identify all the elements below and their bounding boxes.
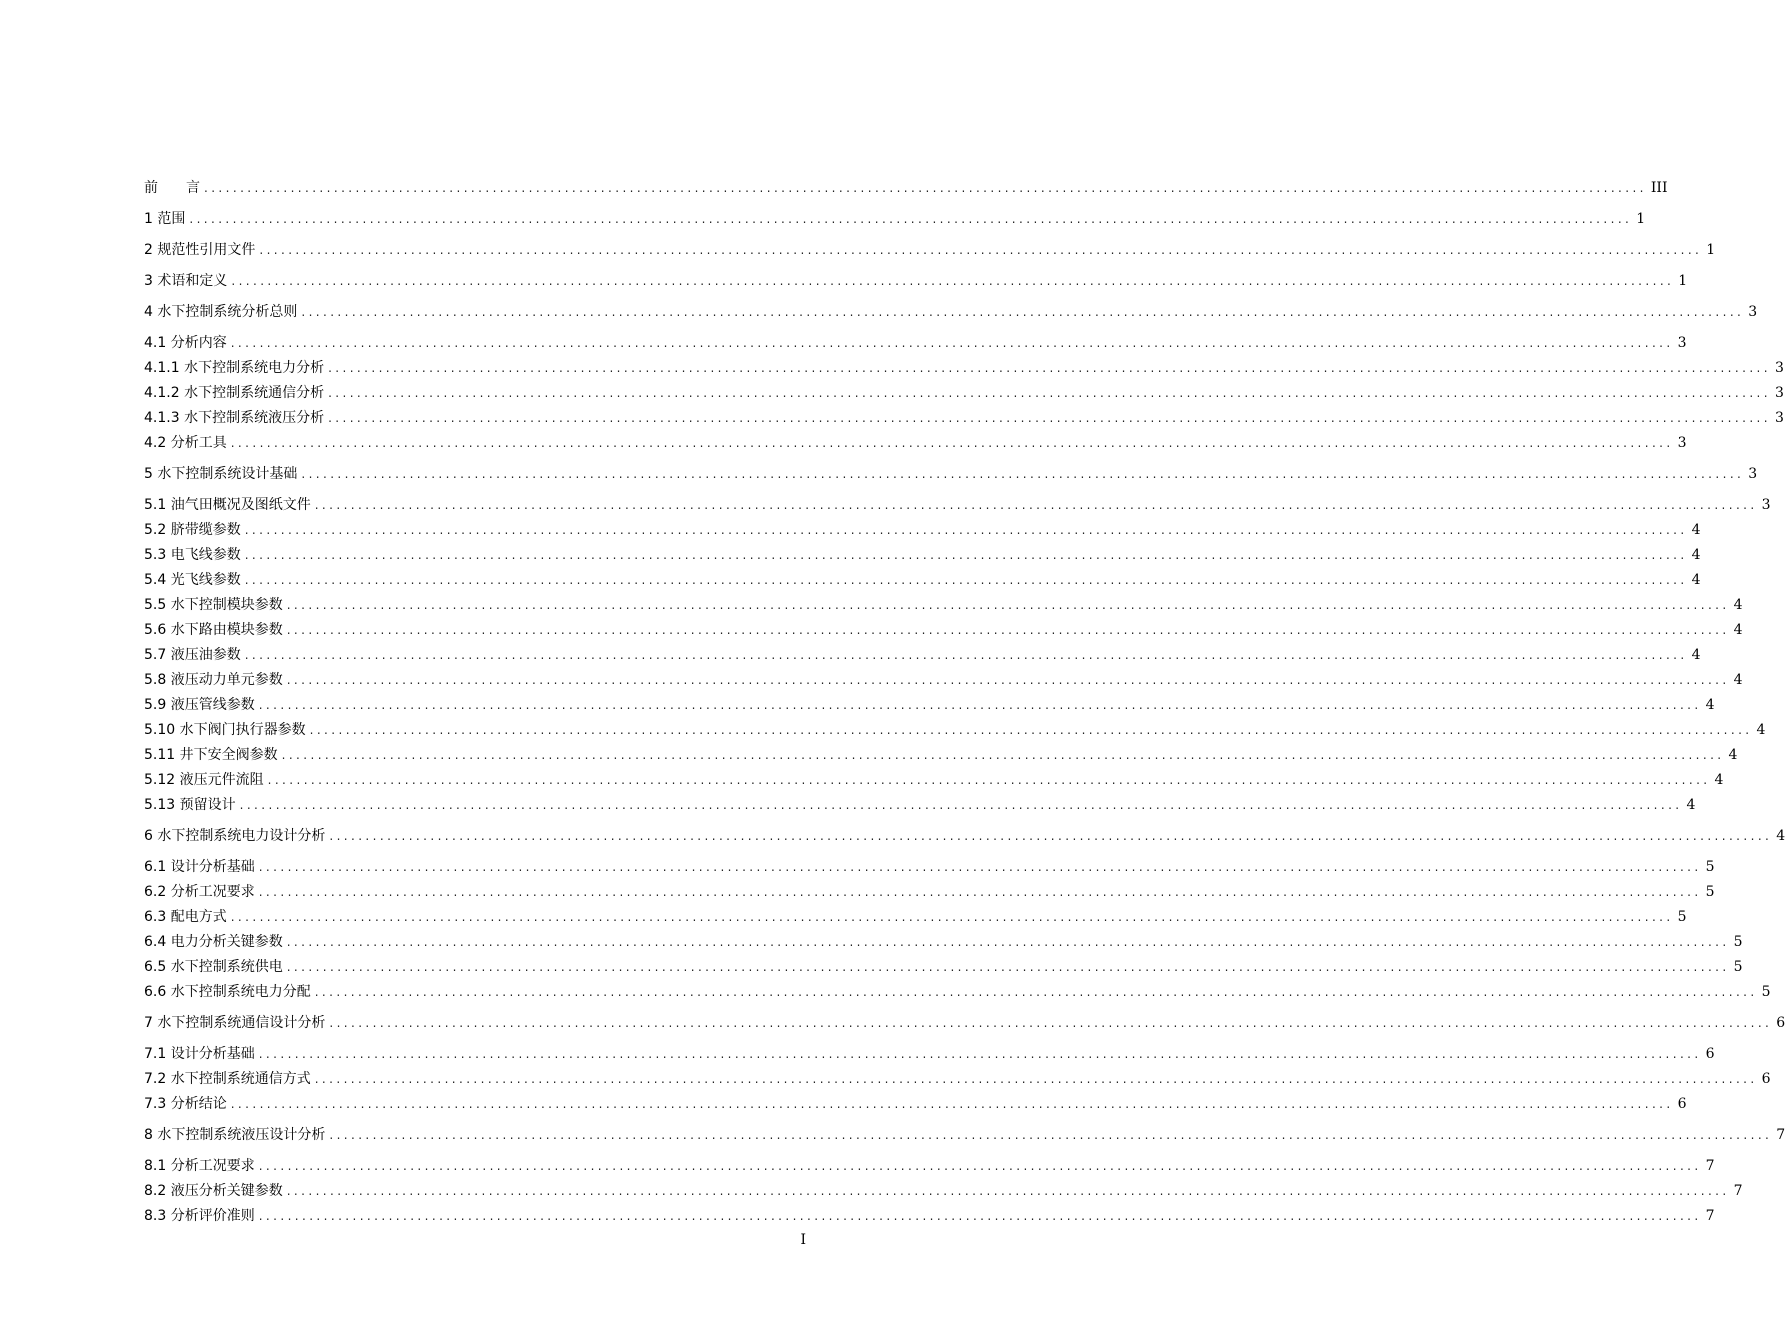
toc-dot-leader: ........................................................................................................................................................................................................ [286,960,1730,974]
toc-dot-leader: ........................................................................................................................................................................................................ [328,361,1771,375]
toc-entry-label: 5.3 电飞线参数 [144,547,241,563]
toc-entry-label: 5 水下控制系统设计基础 [144,466,298,482]
toc-entry-label: 7.1 设计分析基础 [144,1046,255,1062]
toc-dot-leader: ........................................................................................................................................................................................................ [314,498,1758,512]
toc-entry[interactable] [144,664,1743,689]
toc-dot-leader: ........................................................................................................................................................................................................ [244,523,1688,537]
toc-entry[interactable] [144,739,1738,764]
toc-dot-leader: ........................................................................................................................................................................................................ [258,1159,1702,1173]
toc-entry[interactable] [144,1063,1771,1088]
toc-entry-label: 前 言 [144,180,200,196]
toc-entry[interactable] [144,1200,1715,1225]
toc-entry-page: 1 [1706,242,1716,258]
toc-dot-leader: ........................................................................................................................................................................................................ [230,910,1674,924]
toc-entry-page: 4 [1705,697,1715,713]
toc-entry-page: 4 [1691,647,1701,663]
toc-entry-page: III [1650,180,1668,196]
toc-entry-page: 3 [1677,335,1687,351]
toc-dot-leader: ........................................................................................................................................................................................................ [258,860,1702,874]
toc-dot-leader: ........................................................................................................................................................................................................ [204,181,1647,195]
toc-entry[interactable] [144,926,1743,951]
toc-entry-page: 4 [1728,747,1738,763]
toc-entry-page: 4 [1691,547,1701,563]
toc-entry-page: 5 [1761,984,1771,1000]
toc-entry-label: 5.7 液压油参数 [144,647,241,663]
toc-entry[interactable] [144,976,1771,1001]
toc-entry[interactable] [144,1150,1715,1175]
toc-entry-label: 6.3 配电方式 [144,909,227,925]
toc-entry[interactable] [144,514,1701,539]
toc-dot-leader: ........................................................................................................................................................................................................ [301,467,1745,481]
toc-dot-leader: ........................................................................................................................................................................................................ [301,305,1745,319]
toc-entry-label: 5.13 预留设计 [144,797,236,813]
toc-entry[interactable] [144,296,1758,321]
toc-entry-page: 4 [1733,597,1743,613]
toc-entry[interactable] [144,564,1701,589]
toc-entry-label: 1 范围 [144,211,186,227]
toc-dot-leader: ........................................................................................................................................................................................................ [267,773,1711,787]
toc-entry-page: 3 [1748,466,1758,482]
toc-entry-label: 5.8 液压动力单元参数 [144,672,283,688]
toc-dot-leader: ........................................................................................................................................................................................................ [286,623,1730,637]
toc-entry-page: 4 [1756,722,1766,738]
toc-entry-page: 7 [1705,1208,1715,1224]
toc-dot-leader: ........................................................................................................................................................................................................ [244,648,1688,662]
toc-entry[interactable] [144,327,1687,352]
toc-dot-leader: ........................................................................................................................................................................................................ [244,548,1688,562]
toc-entry[interactable] [144,1088,1687,1113]
toc-dot-leader: ........................................................................................................................................................................................................ [231,274,1675,288]
toc-entry-label: 6 水下控制系统电力设计分析 [144,828,326,844]
toc-entry-label: 7.2 水下控制系统通信方式 [144,1071,311,1087]
toc-dot-leader: ........................................................................................................................................................................................................ [230,1097,1674,1111]
toc-entry[interactable] [144,789,1696,814]
toc-entry-label: 5.12 液压元件流阻 [144,772,264,788]
toc-dot-leader: ........................................................................................................................................................................................................ [258,698,1702,712]
toc-entry[interactable] [144,639,1701,664]
toc-dot-leader: ........................................................................................................................................................................................................ [244,573,1688,587]
toc-entry-page: 4 [1691,572,1701,588]
toc-entry-page: 6 [1776,1015,1785,1031]
toc-dot-leader: ........................................................................................................................................................................................................ [258,885,1702,899]
toc-entry[interactable] [144,901,1687,926]
toc-dot-leader: ........................................................................................................................................................................................................ [230,436,1674,450]
toc-dot-leader: ........................................................................................................................................................................................................ [258,1047,1702,1061]
toc-dot-leader: ........................................................................................................................................................................................................ [309,723,1753,737]
toc-entry-page: 4 [1686,797,1696,813]
toc-dot-leader: ........................................................................................................................................................................................................ [189,212,1633,226]
toc-dot-leader: ........................................................................................................................................................................................................ [259,243,1703,257]
toc-entry-label: 8.1 分析工况要求 [144,1158,255,1174]
toc-entry-page: 3 [1774,385,1784,401]
toc-entry-label: 8.3 分析评价准则 [144,1208,255,1224]
toc-dot-leader: ........................................................................................................................................................................................................ [329,1016,1773,1030]
toc-dot-leader: ........................................................................................................................................................................................................ [239,798,1683,812]
toc-entry-page: 4 [1776,828,1785,844]
toc-dot-leader: ........................................................................................................................................................................................................ [281,748,1725,762]
toc-entry-label: 6.5 水下控制系统供电 [144,959,283,975]
toc-entry-label: 5.9 液压管线参数 [144,697,255,713]
toc-entry[interactable] [144,172,1668,197]
toc-entry[interactable] [144,458,1758,483]
toc-entry-label: 3 术语和定义 [144,273,228,289]
toc-entry[interactable] [144,614,1743,639]
toc-entry-page: 4 [1714,772,1724,788]
toc-dot-leader: ........................................................................................................................................................................................................ [314,985,1758,999]
toc-entry-page: 5 [1705,859,1715,875]
toc-entry-page: 1 [1636,211,1646,227]
toc-dot-leader: ........................................................................................................................................................................................................ [286,673,1730,687]
toc-entry-label: 5.10 水下阀门执行器参数 [144,722,306,738]
toc-entry-page: 3 [1774,360,1784,376]
toc-entry[interactable] [144,764,1724,789]
toc-dot-leader: ........................................................................................................................................................................................................ [329,829,1773,843]
toc-entry-page: 7 [1733,1183,1743,1199]
toc-entry[interactable] [144,203,1646,228]
toc-entry-label: 4.1 分析内容 [144,335,227,351]
toc-entry[interactable] [144,951,1743,976]
toc-dot-leader: ........................................................................................................................................................................................................ [286,598,1730,612]
toc-entry-page: 3 [1761,497,1771,513]
toc-entry-page: 7 [1776,1127,1785,1143]
toc-entry-label: 4.1.2 水下控制系统通信分析 [144,385,325,401]
toc-entry-label: 2 规范性引用文件 [144,242,256,258]
toc-entry-label: 4.2 分析工具 [144,435,227,451]
toc-entry-page: 5 [1733,959,1743,975]
toc-dot-leader: ........................................................................................................................................................................................................ [328,386,1771,400]
toc-entry-label: 6.4 电力分析关键参数 [144,934,283,950]
toc-dot-leader: ........................................................................................................................................................................................................ [286,1184,1730,1198]
toc-entry-label: 6.1 设计分析基础 [144,859,255,875]
toc-entry-page: 7 [1705,1158,1715,1174]
toc-entry-label: 5.11 井下安全阀参数 [144,747,278,763]
toc-entry[interactable] [144,714,1766,739]
toc-entry-page: 1 [1678,273,1688,289]
toc-entry[interactable] [144,402,1784,427]
toc-entry-label: 6.6 水下控制系统电力分配 [144,984,311,1000]
table-of-contents [144,172,1785,1225]
toc-entry[interactable] [144,539,1701,564]
toc-dot-leader: ........................................................................................................................................................................................................ [314,1072,1758,1086]
toc-dot-leader: ........................................................................................................................................................................................................ [258,1209,1702,1223]
toc-entry-label: 5.1 油气田概况及图纸文件 [144,497,311,513]
footer-page-number: I [800,1232,806,1248]
toc-dot-leader: ........................................................................................................................................................................................................ [329,1128,1773,1142]
toc-entry-page: 5 [1677,909,1687,925]
toc-entry[interactable] [144,1175,1743,1200]
toc-dot-leader: ........................................................................................................................................................................................................ [230,336,1674,350]
toc-entry-label: 5.2 脐带缆参数 [144,522,241,538]
toc-entry-label: 5.5 水下控制模块参数 [144,597,283,613]
toc-entry[interactable] [144,1038,1715,1063]
toc-entry-page: 6 [1705,1046,1715,1062]
toc-entry[interactable] [144,377,1784,402]
toc-entry-label: 8.2 液压分析关键参数 [144,1183,283,1199]
toc-entry[interactable] [144,1007,1785,1032]
toc-entry-label: 4 水下控制系统分析总则 [144,304,298,320]
toc-entry-label: 4.1.3 水下控制系统液压分析 [144,410,325,426]
toc-dot-leader: ........................................................................................................................................................................................................ [286,935,1730,949]
toc-entry-label: 6.2 分析工况要求 [144,884,255,900]
toc-entry[interactable] [144,352,1784,377]
toc-entry[interactable] [144,1119,1785,1144]
toc-entry-label: 5.6 水下路由模块参数 [144,622,283,638]
toc-entry-page: 6 [1761,1071,1771,1087]
toc-entry-label: 8 水下控制系统液压设计分析 [144,1127,326,1143]
toc-entry[interactable] [144,489,1771,514]
toc-entry-label: 7 水下控制系统通信设计分析 [144,1015,326,1031]
toc-entry-page: 5 [1705,884,1715,900]
toc-entry[interactable] [144,851,1715,876]
toc-entry-page: 5 [1733,934,1743,950]
toc-entry-label: 5.4 光飞线参数 [144,572,241,588]
toc-entry-page: 6 [1677,1096,1687,1112]
toc-entry[interactable] [144,689,1715,714]
toc-entry-page: 3 [1748,304,1758,320]
toc-entry[interactable] [144,589,1743,614]
toc-entry-page: 4 [1733,622,1743,638]
toc-entry-page: 4 [1733,672,1743,688]
toc-entry[interactable] [144,427,1687,452]
toc-entry[interactable] [144,265,1688,290]
toc-entry[interactable] [144,234,1716,259]
toc-entry[interactable] [144,876,1715,901]
toc-entry-label: 7.3 分析结论 [144,1096,227,1112]
toc-entry-label: 4.1.1 水下控制系统电力分析 [144,360,325,376]
toc-entry[interactable] [144,820,1785,845]
toc-dot-leader: ........................................................................................................................................................................................................ [328,411,1771,425]
toc-entry-page: 3 [1774,410,1784,426]
toc-entry-page: 3 [1677,435,1687,451]
toc-entry-page: 4 [1691,522,1701,538]
